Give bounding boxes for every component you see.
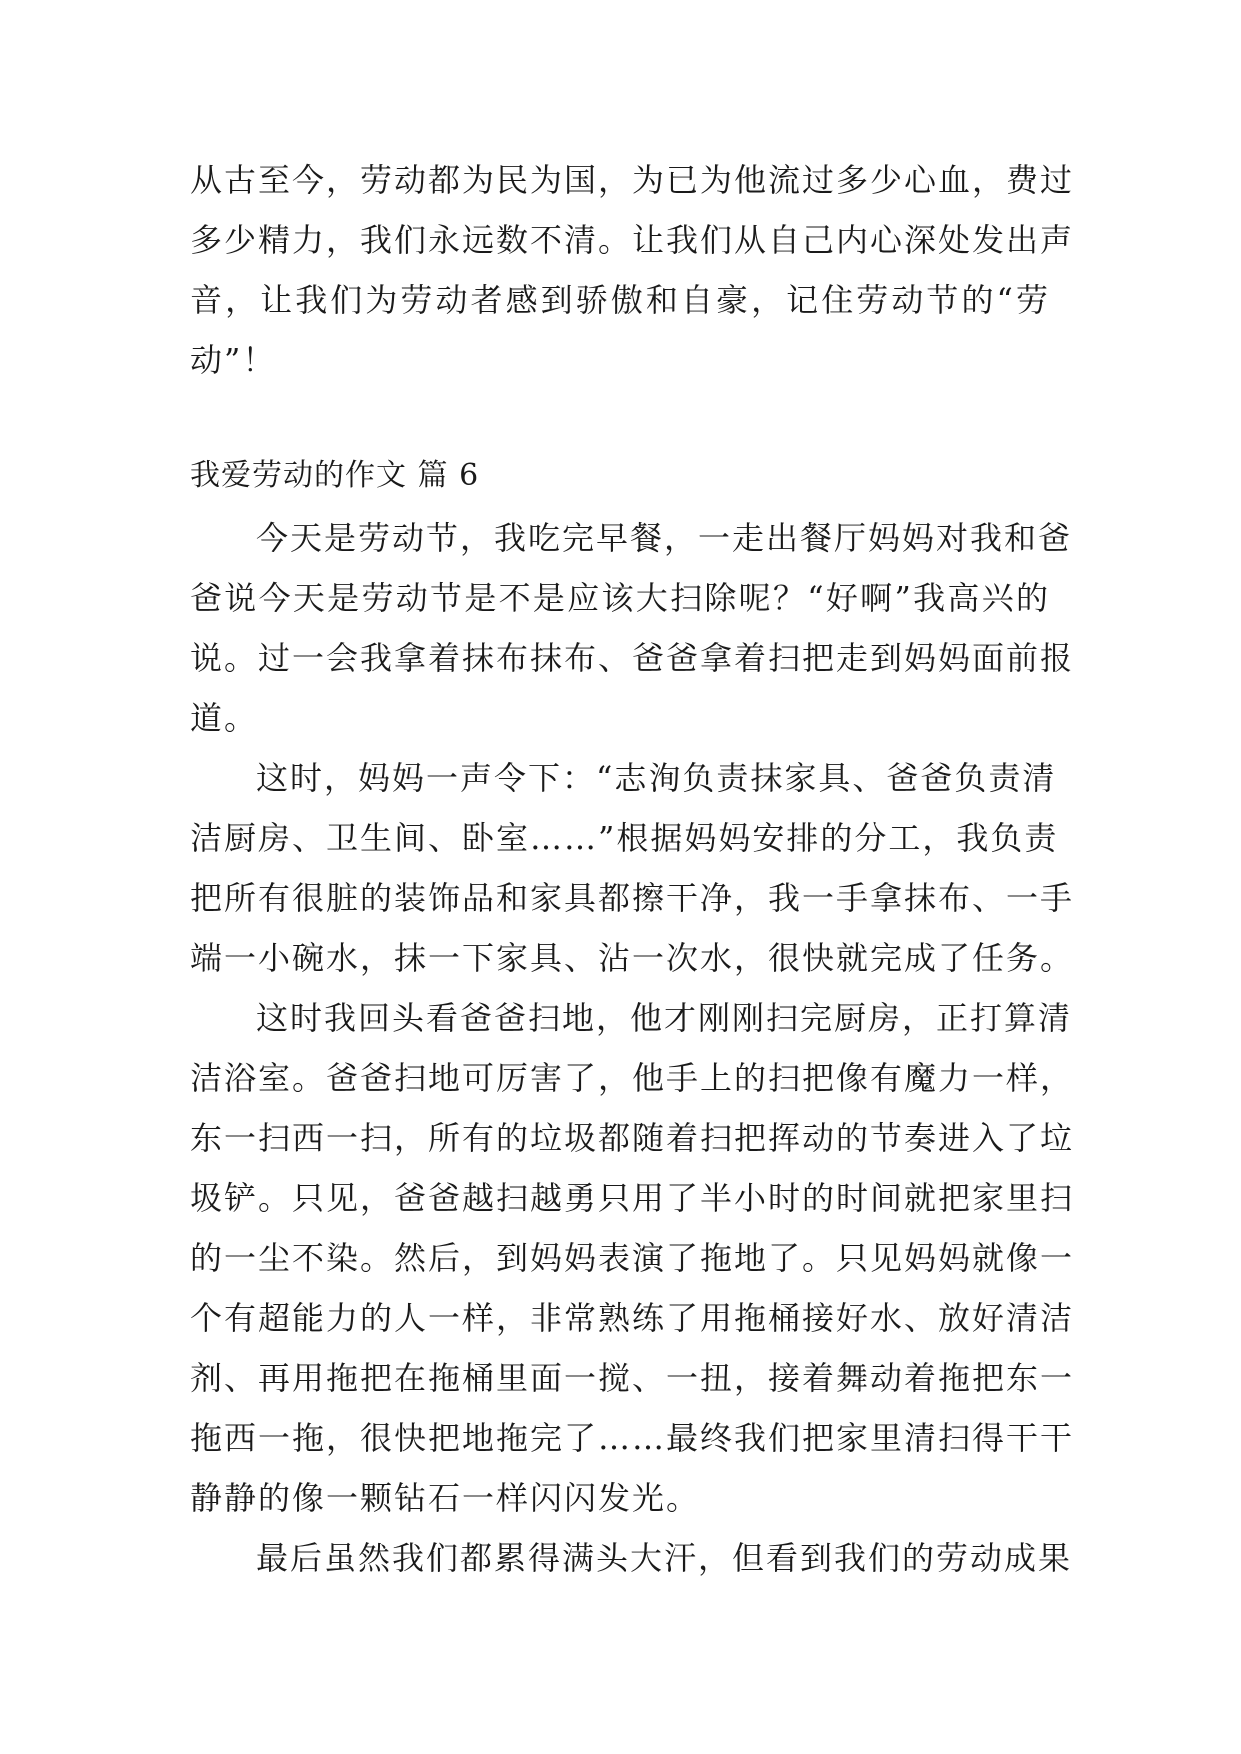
paragraph-2-line: 端一小碗水，抹一下家具、沾一次水，很快就完成了任务。	[190, 939, 1075, 977]
text-line: 音，让我们为劳动者感到骄傲和自豪，记住劳动节的“劳	[190, 281, 1050, 319]
paragraph-3-line: 剂、再用拖把在拖桶里面一搅、一扭，接着舞动着拖把东一	[190, 1359, 1075, 1397]
paragraph-3-line: 洁浴室。爸爸扫地可厉害了，他手上的扫把像有魔力一样，	[190, 1059, 1075, 1097]
paragraph-4-line: 最后虽然我们都累得满头大汗，但看到我们的劳动成果	[256, 1539, 1073, 1577]
paragraph-3-line: 这时我回头看爸爸扫地，他才刚刚扫完厨房，正打算清	[256, 999, 1073, 1037]
paragraph-1-line: 今天是劳动节，我吃完早餐，一走出餐厅妈妈对我和爸	[256, 519, 1073, 557]
body-text	[190, 508, 1075, 1588]
text-line: 多少精力，我们永远数不清。让我们从自己内心深处发出声	[190, 221, 1075, 259]
intro-paragraph	[190, 150, 1075, 390]
text-line: 动”！	[190, 341, 277, 379]
paragraph-3-line: 个有超能力的人一样，非常熟练了用拖桶接好水、放好清洁	[190, 1299, 1075, 1337]
paragraph-3-line: 的一尘不染。然后，到妈妈表演了拖地了。只见妈妈就像一	[190, 1239, 1075, 1277]
paragraph-1-line: 说。过一会我拿着抹布抹布、爸爸拿着扫把走到妈妈面前报	[190, 639, 1075, 677]
text-line: 从古至今，劳动都为民为国，为已为他流过多少心血，费过	[190, 161, 1075, 199]
paragraph-2-line: 把所有很脏的装饰品和家具都擦干净，我一手拿抹布、一手	[190, 879, 1075, 917]
section-title: 我爱劳动的作文 篇 6	[190, 458, 480, 493]
paragraph-3-line: 静静的像一颗钻石一样闪闪发光。	[190, 1479, 701, 1517]
paragraph-2-line: 这时，妈妈一声令下：“志洵负责抹家具、爸爸负责清	[256, 759, 1057, 797]
paragraph-3-line: 东一扫西一扫，所有的垃圾都随着扫把挥动的节奏进入了垃	[190, 1119, 1075, 1157]
paragraph-2-line: 洁厨房、卫生间、卧室……”根据妈妈安排的分工，我负责	[190, 819, 1059, 857]
paragraph-1-line: 爸说今天是劳动节是不是应该大扫除呢？“好啊”我高兴的	[190, 579, 1050, 617]
paragraph-3-line: 圾铲。只见，爸爸越扫越勇只用了半小时的时间就把家里扫	[190, 1179, 1075, 1217]
paragraph-3-line: 拖西一拖，很快把地拖完了……最终我们把家里清扫得干干	[190, 1419, 1075, 1457]
paragraph-1-line: 道。	[190, 699, 259, 737]
